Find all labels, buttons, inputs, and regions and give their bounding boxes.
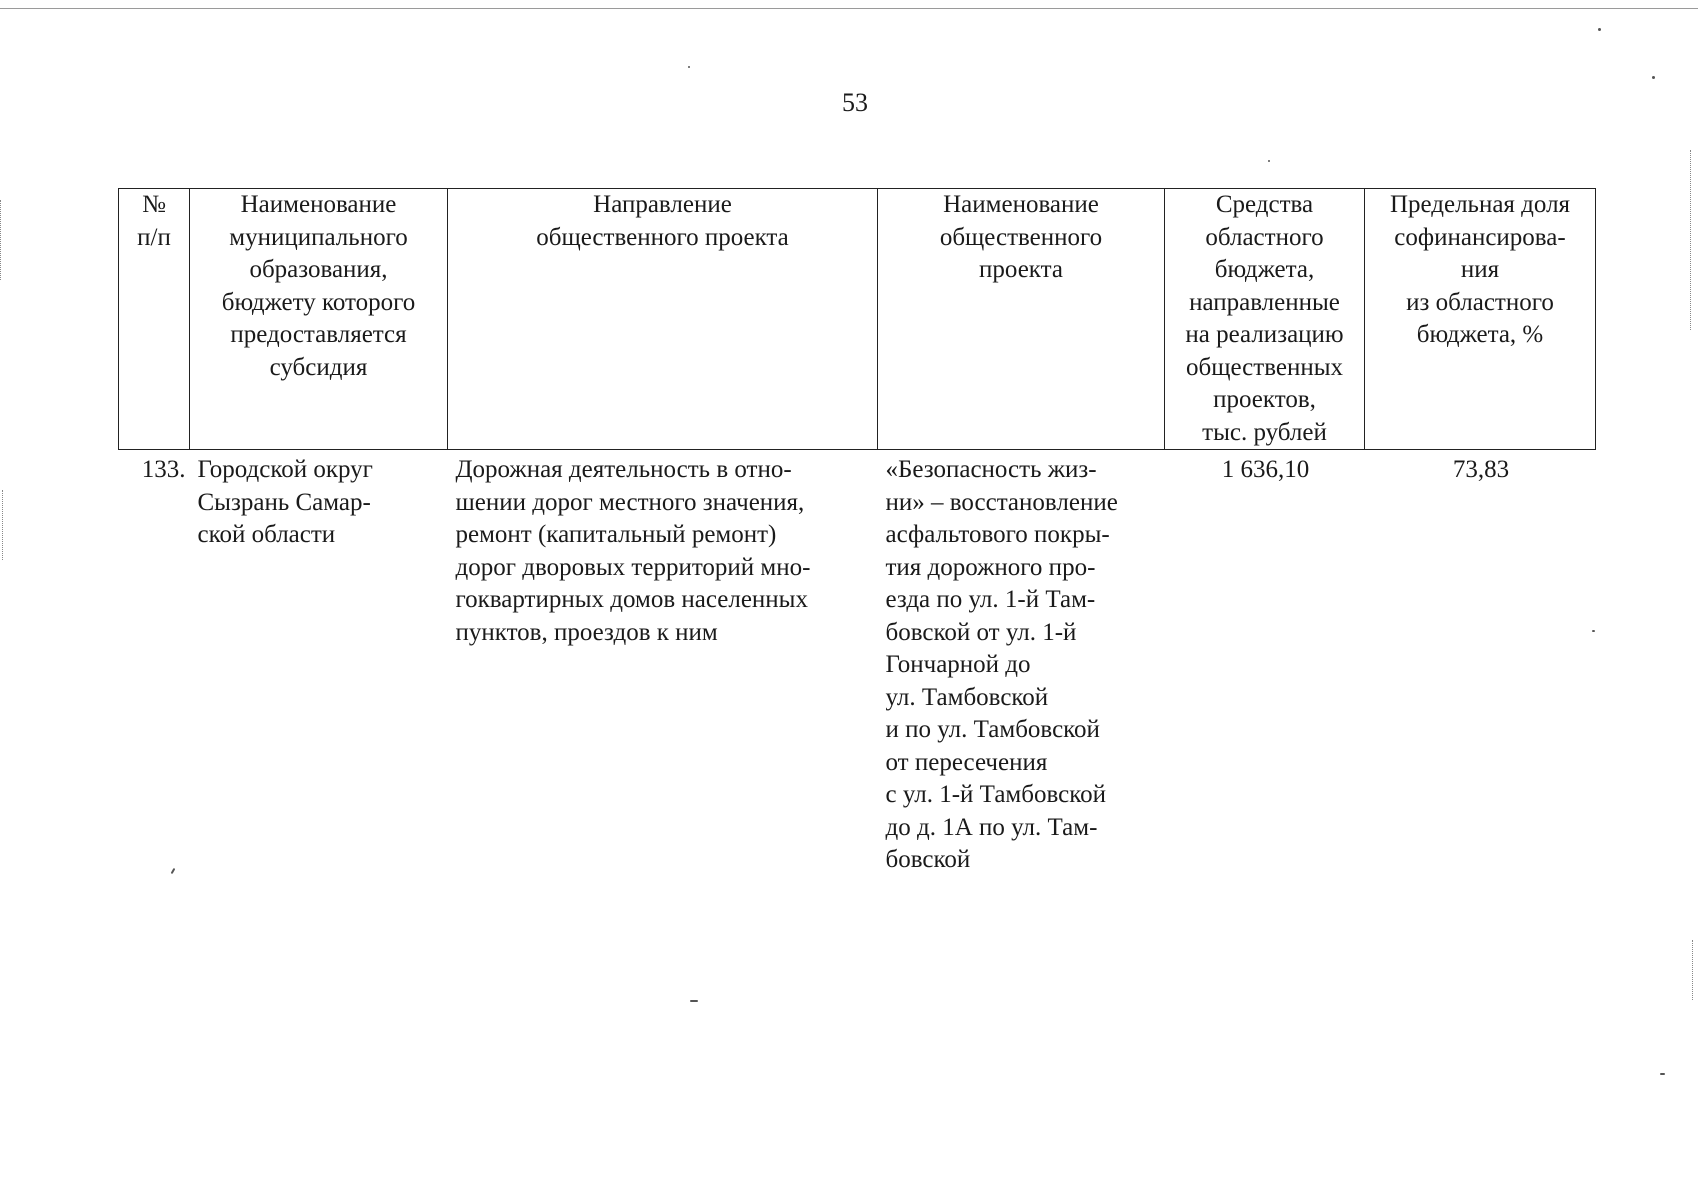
scan-edge-noise bbox=[1690, 150, 1697, 330]
header-municipality: Наименование муниципального образования, бюджету которого предоставляется субсидия bbox=[190, 189, 448, 450]
scan-edge-noise bbox=[2, 490, 9, 560]
scan-speck bbox=[1660, 1073, 1665, 1075]
scan-speck bbox=[1652, 76, 1655, 79]
scan-speck bbox=[690, 1000, 698, 1002]
header-cofinancing-share: Предельная доля софинансирова- ния из областного бюджета, % bbox=[1365, 189, 1596, 450]
scan-speck bbox=[1268, 160, 1270, 162]
page-number: 53 bbox=[842, 88, 868, 117]
row-municipality: Городской округ Сызрань Самар- ской области bbox=[197, 456, 373, 548]
row-funds: 1 636,10 bbox=[1221, 456, 1310, 483]
header-funds: Средства областного бюджета, направленные на реализацию общественных проектов, тыс. рублей bbox=[1165, 189, 1365, 450]
table-row bbox=[119, 450, 1596, 877]
scan-speck bbox=[1592, 630, 1595, 632]
header-number: № п/п bbox=[119, 189, 190, 450]
scan-speck bbox=[1598, 28, 1601, 31]
row-project-name: «Безопасность жиз- ни» – восстановление асфальтового покры- тия дорожного про- езда по ул. 1-й Там- бовской от ул. 1-й Гончарной до ул. Тамбовской и по ул. Тамбовской от пересечения с ул. 1-й Тамбовской до д. 1А по ул. Там- бовской bbox=[885, 456, 1118, 873]
header-project-name: Наименование общественного проекта bbox=[878, 189, 1165, 450]
row-number: 133. bbox=[141, 456, 186, 483]
subsidy-table bbox=[118, 188, 1596, 877]
row-direction: Дорожная деятельность в отно- шении дорог местного значения, ремонт (капитальный ремонт) дорог дворовых территорий мно- гоквартирных домов населенных пунктов, проездов к ним bbox=[455, 456, 811, 646]
row-cofinancing-share: 73,83 bbox=[1452, 456, 1510, 483]
scan-edge-noise bbox=[0, 200, 7, 280]
scan-edge-noise bbox=[1692, 940, 1698, 1000]
scan-speck bbox=[688, 66, 690, 68]
table-header-row bbox=[119, 189, 1596, 450]
header-direction: Направление общественного проекта bbox=[448, 189, 878, 450]
top-edge-rule bbox=[0, 8, 1698, 9]
